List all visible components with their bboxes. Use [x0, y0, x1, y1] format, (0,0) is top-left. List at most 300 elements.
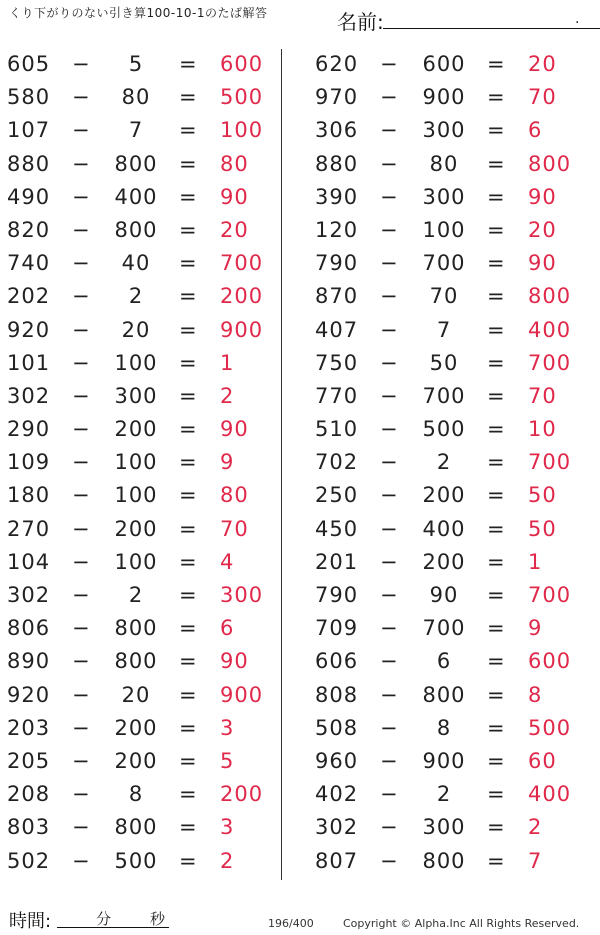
name-dot: . — [575, 11, 580, 27]
answer: 1 — [220, 350, 235, 375]
equals-sign: = — [487, 184, 506, 209]
answer: 8 — [528, 682, 543, 707]
answer: 90 — [528, 251, 557, 276]
answer: 9 — [528, 616, 543, 641]
answer: 6 — [528, 118, 543, 143]
problem-row — [0, 48, 280, 81]
minus-sign: − — [380, 815, 399, 840]
equals-sign: = — [179, 317, 198, 342]
minus-sign: − — [72, 549, 91, 574]
problem-row — [0, 712, 280, 745]
problem-row — [0, 612, 280, 645]
worksheet-title: くり下がりのない引き算100-10-1のたば解答 — [9, 6, 268, 20]
equals-sign: = — [179, 649, 198, 674]
problem-row — [308, 413, 588, 446]
equals-sign: = — [487, 417, 506, 442]
minuend: 302 — [7, 583, 51, 607]
problem-row — [0, 811, 280, 844]
subtrahend: 300 — [422, 118, 466, 143]
minuend: 390 — [315, 184, 359, 209]
minuend: 880 — [315, 151, 359, 176]
equals-sign: = — [179, 383, 198, 408]
minus-sign: − — [380, 317, 399, 342]
minus-sign: − — [72, 748, 91, 773]
answer: 500 — [528, 715, 572, 740]
answer: 70 — [528, 85, 557, 110]
answer: 3 — [220, 715, 235, 740]
minus-sign: − — [380, 450, 399, 475]
minus-sign: − — [380, 417, 399, 442]
seconds-label: 秒 — [150, 910, 166, 928]
minuend: 870 — [315, 284, 359, 309]
answer: 900 — [220, 317, 264, 342]
subtrahend: 700 — [422, 383, 466, 408]
answer: 20 — [220, 217, 249, 242]
problem-row — [0, 280, 280, 313]
problem-row — [0, 81, 280, 114]
equals-sign: = — [487, 151, 506, 176]
equals-sign: = — [179, 184, 198, 209]
minutes-label: 分 — [96, 910, 112, 928]
minuend: 702 — [315, 450, 359, 475]
problem-row — [308, 314, 588, 347]
answer: 700 — [528, 450, 572, 475]
answer: 90 — [220, 649, 249, 674]
name-label: 名前: — [337, 10, 384, 34]
answer: 400 — [528, 317, 572, 342]
subtrahend: 100 — [114, 549, 158, 574]
minuend: 402 — [315, 782, 359, 807]
minuend: 450 — [315, 516, 359, 541]
answer: 700 — [528, 350, 572, 375]
left-problem-column — [0, 48, 280, 878]
problem-row — [0, 513, 280, 546]
minuend: 407 — [315, 317, 359, 342]
minus-sign: − — [380, 483, 399, 508]
subtrahend: 40 — [121, 251, 151, 276]
minuend: 808 — [315, 682, 359, 707]
minus-sign: − — [72, 450, 91, 475]
minuend: 208 — [7, 782, 51, 807]
minuend: 790 — [315, 251, 359, 276]
minuend: 820 — [7, 217, 51, 242]
subtrahend: 200 — [114, 516, 158, 541]
problem-row — [0, 645, 280, 678]
minus-sign: − — [380, 748, 399, 773]
minuend: 605 — [7, 52, 51, 76]
problem-row — [0, 579, 280, 612]
equals-sign: = — [179, 483, 198, 508]
minus-sign: − — [72, 85, 91, 110]
minuend: 880 — [7, 151, 51, 176]
copyright-text: Copyright © Alpha.Inc All Rights Reserved. — [343, 917, 580, 930]
problem-row — [0, 114, 280, 147]
equals-sign: = — [179, 516, 198, 541]
subtrahend: 500 — [114, 848, 158, 873]
equals-sign: = — [179, 118, 198, 143]
answer: 5 — [220, 748, 235, 773]
problem-row — [0, 148, 280, 181]
minus-sign: − — [380, 516, 399, 541]
answer: 200 — [220, 782, 264, 807]
minus-sign: − — [72, 649, 91, 674]
minuend: 620 — [315, 52, 359, 76]
minuend: 107 — [7, 118, 51, 143]
subtrahend: 7 — [128, 118, 144, 143]
minus-sign: − — [72, 184, 91, 209]
minuend: 120 — [315, 217, 359, 242]
equals-sign: = — [487, 450, 506, 475]
answer: 1 — [528, 549, 543, 574]
minus-sign: − — [72, 483, 91, 508]
minus-sign: − — [72, 417, 91, 442]
equals-sign: = — [487, 284, 506, 309]
equals-sign: = — [487, 549, 506, 574]
minus-sign: − — [380, 85, 399, 110]
minuend: 740 — [7, 251, 51, 276]
answer: 2 — [220, 383, 235, 408]
time-label: 時間: — [9, 911, 52, 932]
equals-sign: = — [179, 616, 198, 641]
subtrahend: 900 — [422, 85, 466, 110]
minus-sign: − — [72, 317, 91, 342]
problem-row — [308, 845, 588, 878]
problem-row — [308, 214, 588, 247]
problem-row — [308, 81, 588, 114]
equals-sign: = — [487, 52, 506, 76]
subtrahend: 300 — [422, 815, 466, 840]
equals-sign: = — [179, 52, 198, 76]
equals-sign: = — [487, 251, 506, 276]
subtrahend: 200 — [422, 549, 466, 574]
problem-row — [0, 380, 280, 413]
answer: 2 — [220, 848, 235, 873]
answer: 500 — [220, 85, 264, 110]
minus-sign: − — [380, 782, 399, 807]
subtrahend: 7 — [436, 317, 452, 342]
minuend: 202 — [7, 284, 51, 309]
subtrahend: 800 — [114, 649, 158, 674]
subtrahend: 700 — [422, 616, 466, 641]
minus-sign: − — [380, 217, 399, 242]
subtrahend: 300 — [422, 184, 466, 209]
answer: 7 — [528, 848, 543, 873]
minus-sign: − — [380, 715, 399, 740]
answer: 80 — [220, 483, 249, 508]
problem-row — [0, 778, 280, 811]
minus-sign: − — [72, 383, 91, 408]
equals-sign: = — [487, 85, 506, 110]
minuend: 709 — [315, 616, 359, 641]
minus-sign: − — [380, 682, 399, 707]
subtrahend: 700 — [422, 251, 466, 276]
answer: 60 — [528, 748, 557, 773]
problem-row — [308, 114, 588, 147]
answer: 90 — [528, 184, 557, 209]
problem-row — [308, 479, 588, 512]
problem-row — [0, 745, 280, 778]
equals-sign: = — [179, 848, 198, 873]
equals-sign: = — [487, 649, 506, 674]
problem-row — [308, 579, 588, 612]
minuend: 803 — [7, 815, 51, 840]
minus-sign: − — [380, 284, 399, 309]
answer: 3 — [220, 815, 235, 840]
problem-row — [0, 679, 280, 712]
minus-sign: − — [380, 383, 399, 408]
subtrahend: 2 — [436, 782, 452, 807]
minuend: 920 — [7, 317, 51, 342]
equals-sign: = — [179, 217, 198, 242]
minuend: 490 — [7, 184, 51, 209]
minuend: 580 — [7, 85, 51, 110]
minuend: 960 — [315, 748, 359, 773]
problem-row — [308, 612, 588, 645]
answer: 400 — [528, 782, 572, 807]
minuend: 302 — [7, 383, 51, 408]
subtrahend: 80 — [429, 151, 459, 176]
answer: 90 — [220, 417, 249, 442]
equals-sign: = — [487, 118, 506, 143]
minus-sign: − — [72, 516, 91, 541]
problem-row — [0, 214, 280, 247]
answer: 10 — [528, 417, 557, 442]
subtrahend: 5 — [128, 52, 144, 76]
minus-sign: − — [380, 151, 399, 176]
minus-sign: − — [72, 848, 91, 873]
answer: 2 — [528, 815, 543, 840]
answer: 70 — [528, 383, 557, 408]
equals-sign: = — [487, 682, 506, 707]
answer: 6 — [220, 616, 235, 641]
problem-row — [308, 745, 588, 778]
subtrahend: 800 — [114, 815, 158, 840]
equals-sign: = — [487, 782, 506, 807]
minus-sign: − — [380, 848, 399, 873]
problem-row — [0, 546, 280, 579]
subtrahend: 900 — [422, 748, 466, 773]
subtrahend: 800 — [422, 848, 466, 873]
subtrahend: 100 — [114, 350, 158, 375]
problem-row — [308, 280, 588, 313]
subtrahend: 8 — [128, 782, 144, 807]
problem-row — [308, 148, 588, 181]
subtrahend: 200 — [422, 483, 466, 508]
column-divider — [281, 49, 282, 880]
subtrahend: 200 — [114, 417, 158, 442]
subtrahend: 800 — [114, 151, 158, 176]
minus-sign: − — [72, 151, 91, 176]
equals-sign: = — [487, 317, 506, 342]
minus-sign: − — [380, 583, 399, 607]
minus-sign: − — [380, 118, 399, 143]
equals-sign: = — [487, 616, 506, 641]
minuend: 790 — [315, 583, 359, 607]
equals-sign: = — [487, 516, 506, 541]
problem-row — [0, 247, 280, 280]
problem-row — [0, 446, 280, 479]
answer: 20 — [528, 52, 557, 76]
subtrahend: 300 — [114, 383, 158, 408]
problem-row — [308, 645, 588, 678]
minuend: 510 — [315, 417, 359, 442]
minus-sign: − — [380, 549, 399, 574]
subtrahend: 400 — [114, 184, 158, 209]
subtrahend: 8 — [436, 715, 452, 740]
problem-row — [0, 413, 280, 446]
minuend: 101 — [7, 350, 51, 375]
equals-sign: = — [179, 85, 198, 110]
minus-sign: − — [380, 616, 399, 641]
subtrahend: 100 — [114, 483, 158, 508]
answer: 20 — [528, 217, 557, 242]
subtrahend: 100 — [422, 217, 466, 242]
equals-sign: = — [487, 848, 506, 873]
problem-row — [308, 712, 588, 745]
problem-row — [0, 479, 280, 512]
subtrahend: 200 — [114, 748, 158, 773]
answer: 300 — [220, 583, 264, 607]
minuend: 890 — [7, 649, 51, 674]
subtrahend: 400 — [422, 516, 466, 541]
problem-row — [0, 314, 280, 347]
answer: 4 — [220, 549, 235, 574]
minus-sign: − — [72, 715, 91, 740]
problem-row — [308, 513, 588, 546]
minus-sign: − — [72, 251, 91, 276]
minus-sign: − — [72, 782, 91, 807]
equals-sign: = — [179, 583, 198, 607]
equals-sign: = — [179, 782, 198, 807]
equals-sign: = — [487, 715, 506, 740]
subtrahend: 20 — [121, 682, 151, 707]
subtrahend: 600 — [422, 52, 466, 76]
equals-sign: = — [179, 284, 198, 309]
minuend: 250 — [315, 483, 359, 508]
minuend: 201 — [315, 549, 359, 574]
name-underline — [383, 28, 600, 29]
answer: 700 — [220, 251, 264, 276]
subtrahend: 800 — [114, 217, 158, 242]
problem-row — [308, 679, 588, 712]
minuend: 806 — [7, 616, 51, 641]
answer: 9 — [220, 450, 235, 475]
minuend: 920 — [7, 682, 51, 707]
minus-sign: − — [72, 350, 91, 375]
answer: 600 — [220, 52, 264, 76]
problem-row — [308, 247, 588, 280]
subtrahend: 100 — [114, 450, 158, 475]
equals-sign: = — [179, 715, 198, 740]
answer: 90 — [220, 184, 249, 209]
answer: 100 — [220, 118, 264, 143]
minuend: 306 — [315, 118, 359, 143]
equals-sign: = — [487, 748, 506, 773]
minus-sign: − — [380, 184, 399, 209]
problem-row — [308, 446, 588, 479]
problem-row — [0, 347, 280, 380]
subtrahend: 70 — [429, 284, 459, 309]
subtrahend: 200 — [114, 715, 158, 740]
answer: 900 — [220, 682, 264, 707]
problem-row — [0, 181, 280, 214]
equals-sign: = — [487, 483, 506, 508]
minus-sign: − — [72, 815, 91, 840]
minus-sign: − — [72, 284, 91, 309]
minuend: 606 — [315, 649, 359, 674]
equals-sign: = — [487, 583, 506, 607]
minuend: 270 — [7, 516, 51, 541]
minus-sign: − — [72, 118, 91, 143]
equals-sign: = — [179, 251, 198, 276]
equals-sign: = — [179, 815, 198, 840]
minus-sign: − — [72, 583, 91, 607]
subtrahend: 2 — [128, 284, 144, 309]
equals-sign: = — [179, 350, 198, 375]
minuend: 502 — [7, 848, 51, 873]
page-number: 196/400 — [268, 917, 314, 930]
subtrahend: 800 — [422, 682, 466, 707]
minus-sign: − — [380, 350, 399, 375]
problem-row — [308, 546, 588, 579]
equals-sign: = — [487, 815, 506, 840]
answer: 50 — [528, 483, 557, 508]
minus-sign: − — [72, 682, 91, 707]
minus-sign: − — [72, 217, 91, 242]
answer: 800 — [528, 284, 572, 309]
equals-sign: = — [179, 549, 198, 574]
minuend: 180 — [7, 483, 51, 508]
answer: 50 — [528, 516, 557, 541]
equals-sign: = — [179, 682, 198, 707]
minuend: 104 — [7, 549, 51, 574]
subtrahend: 2 — [436, 450, 452, 475]
minus-sign: − — [380, 52, 399, 76]
subtrahend: 20 — [121, 317, 151, 342]
subtrahend: 500 — [422, 417, 466, 442]
minuend: 807 — [315, 848, 359, 873]
minus-sign: − — [380, 251, 399, 276]
answer: 800 — [528, 151, 572, 176]
minuend: 750 — [315, 350, 359, 375]
minuend: 290 — [7, 417, 51, 442]
minuend: 109 — [7, 450, 51, 475]
minuend: 970 — [315, 85, 359, 110]
minus-sign: − — [380, 649, 399, 674]
equals-sign: = — [179, 450, 198, 475]
problem-row — [308, 380, 588, 413]
subtrahend: 800 — [114, 616, 158, 641]
problem-row — [308, 778, 588, 811]
equals-sign: = — [487, 350, 506, 375]
subtrahend: 50 — [429, 350, 459, 375]
equals-sign: = — [179, 417, 198, 442]
subtrahend: 90 — [429, 583, 459, 607]
equals-sign: = — [179, 748, 198, 773]
problem-row — [308, 347, 588, 380]
minuend: 203 — [7, 715, 51, 740]
answer: 70 — [220, 516, 249, 541]
minuend: 770 — [315, 383, 359, 408]
answer: 80 — [220, 151, 249, 176]
problem-row — [308, 811, 588, 844]
minus-sign: − — [72, 616, 91, 641]
equals-sign: = — [487, 383, 506, 408]
minuend: 205 — [7, 748, 51, 773]
subtrahend: 6 — [436, 649, 452, 674]
problem-row — [308, 48, 588, 81]
equals-sign: = — [487, 217, 506, 242]
